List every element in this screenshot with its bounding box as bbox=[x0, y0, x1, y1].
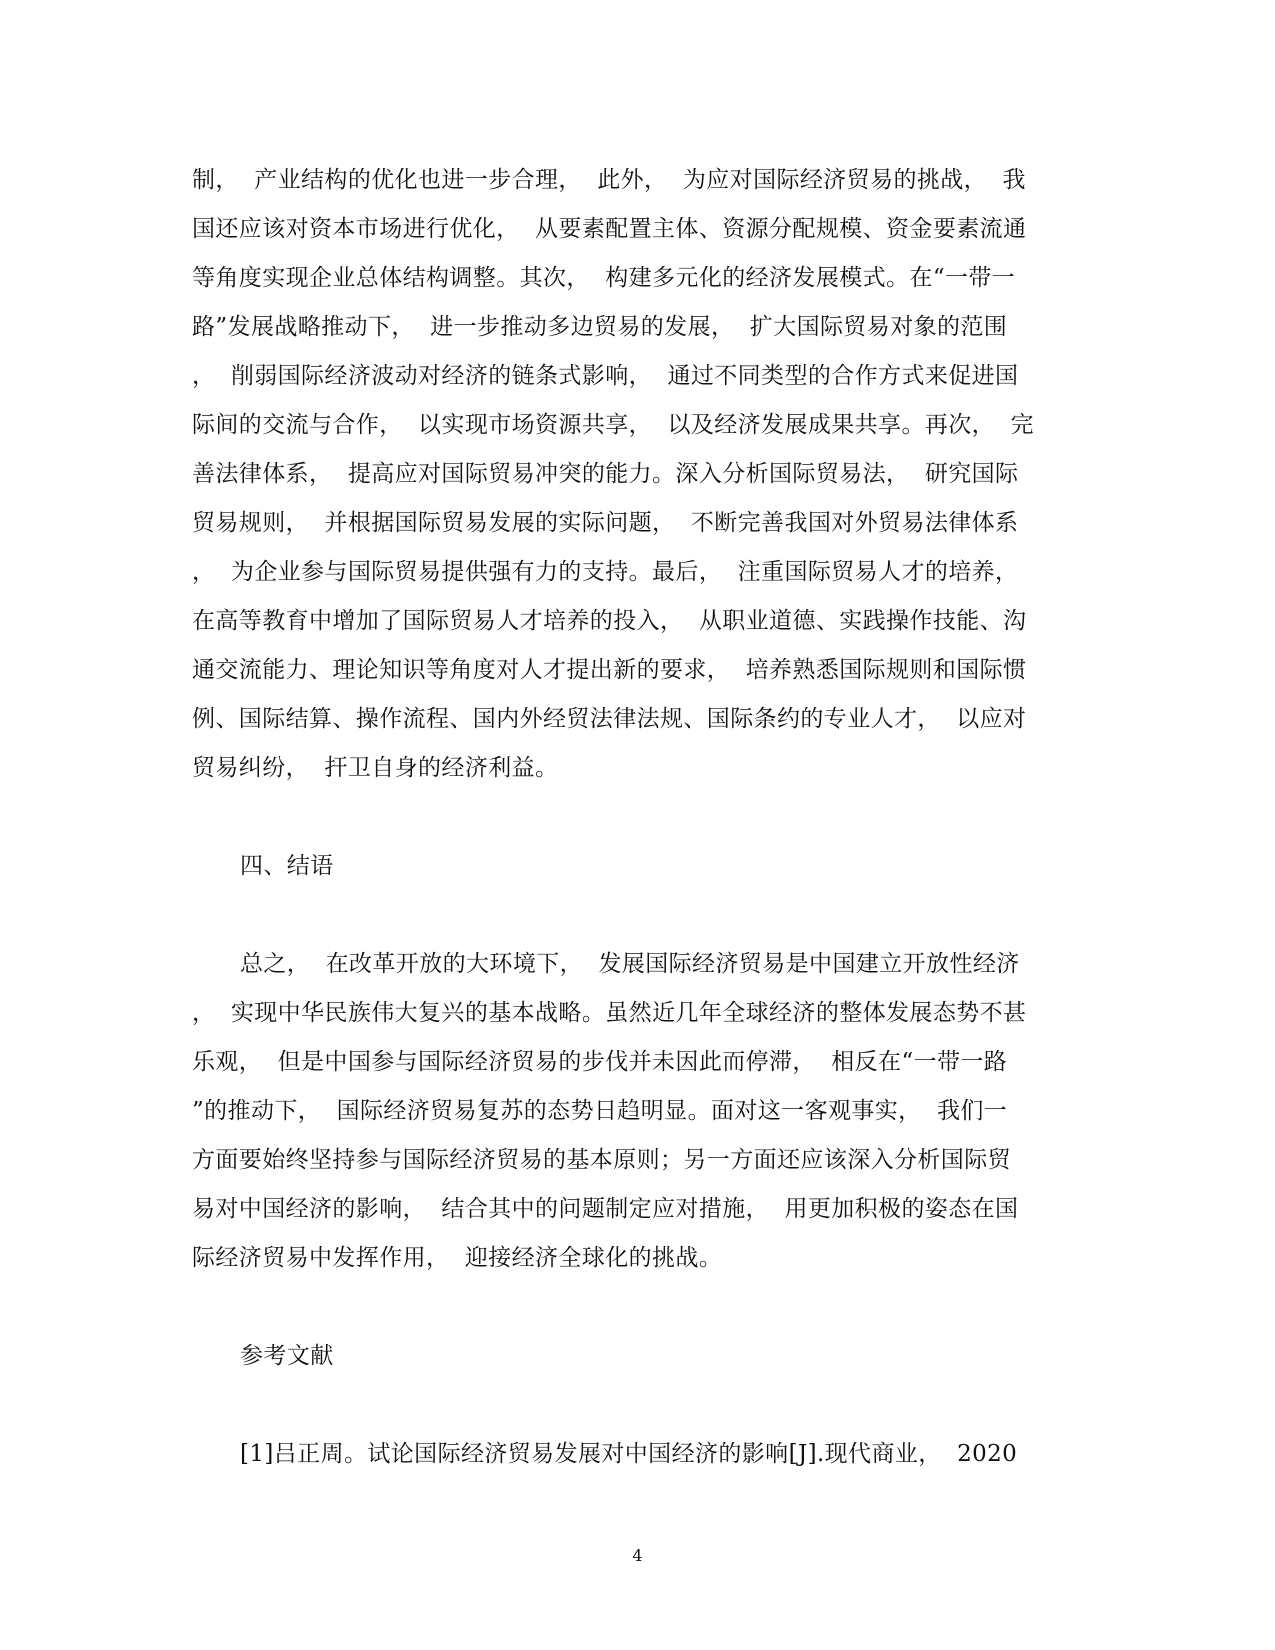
text-line: 制， 产业结构的优化也进一步合理， 此外， 为应对国际经济贸易的挑战， 我 bbox=[192, 167, 1026, 193]
page-number: 4 bbox=[632, 1546, 643, 1565]
paragraph-spacer bbox=[192, 793, 1082, 842]
text-line: 在高等教育中增加了国际贸易人才培养的投入， 从职业道德、实践操作技能、沟 bbox=[192, 608, 1027, 634]
paragraph-conclusion bbox=[192, 940, 1082, 1283]
text-line: ， 削弱国际经济波动对经济的链条式影响， 通过不同类型的合作方式来促进国 bbox=[192, 363, 1019, 389]
text-line: ， 为企业参与国际贸易提供强有力的支持。最后， 注重国际贸易人才的培养， bbox=[192, 559, 1019, 585]
text-line: 方面要始终坚持参与国际经济贸易的基本原则；另一方面还应该深入分析国际贸 bbox=[192, 1147, 1011, 1173]
text-line: ”的推动下， 国际经济贸易复苏的态势日趋明显。面对这一客观事实， 我们一 bbox=[192, 1098, 1008, 1124]
text-line: 善法律体系， 提高应对国际贸易冲突的能力。深入分析国际贸易法， 研究国际 bbox=[192, 461, 1019, 487]
section-heading-conclusion: 四、结语 bbox=[240, 853, 334, 879]
text-line: 路”发展战略推动下， 进一步推动多边贸易的发展， 扩大国际贸易对象的范围 bbox=[192, 314, 1008, 340]
section-heading-references: 参考文献 bbox=[240, 1343, 334, 1369]
paragraph-spacer bbox=[192, 1283, 1082, 1332]
text-line: 乐观， 但是中国参与国际经济贸易的步伐并未因此而停滞， 相反在“一带一路 bbox=[192, 1049, 1008, 1075]
paragraph-spacer bbox=[192, 891, 1082, 940]
text-line: 总之， 在改革开放的大环境下， 发展国际经济贸易是中国建立开放性经济 bbox=[240, 951, 1020, 977]
text-line: 国还应该对资本市场进行优化， 从要素配置主体、资源分配规模、资金要素流通 bbox=[192, 216, 1027, 242]
text-line: 贸易规则， 并根据国际贸易发展的实际问题， 不断完善我国对外贸易法律体系 bbox=[192, 510, 1019, 536]
text-line: 易对中国经济的影响， 结合其中的问题制定应对措施， 用更加积极的姿态在国 bbox=[192, 1196, 1019, 1222]
text-line: 际经济贸易中发挥作用， 迎接经济全球化的挑战。 bbox=[192, 1245, 723, 1271]
text-line: 等角度实现企业总体结构调整。其次， 构建多元化的经济发展模式。在“一带一 bbox=[192, 265, 1016, 291]
text-line: ， 实现中华民族伟大复兴的基本战略。虽然近几年全球经济的整体发展态势不甚 bbox=[192, 1000, 1027, 1026]
text-line: 贸易纠纷， 扞卫自身的经济利益。 bbox=[192, 755, 559, 781]
paragraph-trade-strategy bbox=[192, 156, 1082, 793]
document-body bbox=[192, 156, 1082, 1479]
text-line: 通交流能力、理论知识等角度对人才提出新的要求， 培养熟悉国际规则和国际惯 bbox=[192, 657, 1027, 683]
reference-entry: [1]吕正周。试论国际经济贸易发展对中国经济的影响[J].现代商业， 2020 bbox=[240, 1441, 1018, 1467]
paragraph-spacer bbox=[192, 1381, 1082, 1430]
text-line: 例、国际结算、操作流程、国内外经贸法律法规、国际条约的专业人才， 以应对 bbox=[192, 706, 1027, 732]
text-line: 际间的交流与合作， 以实现市场资源共享， 以及经济发展成果共享。再次， 完 bbox=[192, 412, 1034, 438]
